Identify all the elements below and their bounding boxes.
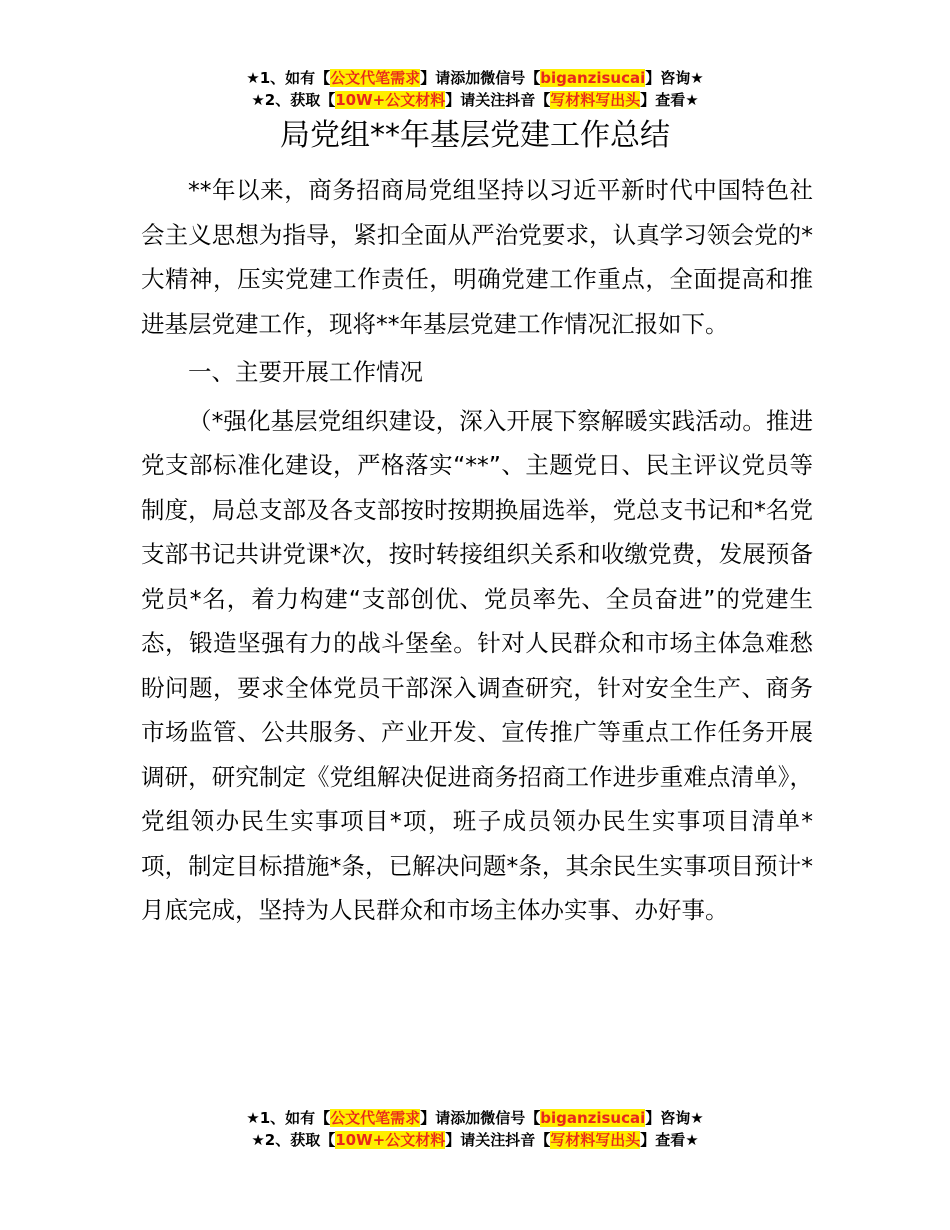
document-body [141,168,813,933]
section-paragraph: （*强化基层党组织建设，深入开展下察解暖实践活动。推进党支部标准化建设，严格落实“**”、主题党日、民主评议党员等制度，局总支部及各支部按时按期换届选举，党总支书记和*名党支部书记共讲党课*次，按时转接组织关系和收缴党费，发展预备党员*名，着力构建“支部创优、党员率先、全员奋进”的党建生态，锻造坚强有力的战斗堡垒。针对人民群众和市场主体急难愁盼问题，要求全体党员干部深入调查研究，针对安全生产、商务市场监管、公共服务、产业开发、宣传推广等重点工作任务开展调研，研究制定《党组解决促进商务招商工作进步重难点清单》，党组领办民生实事项目*项，班子成员领办民生实事项目清单*项，制定目标措施*条，已解决问题*条，其余民生实事项目预计*月底完成，坚持为人民群众和市场主体办实事、办好事。 [141,406,813,924]
banner-highlight-douyin: 写材料写出头 [550,91,641,109]
banner-line-1: ★1、如有【公文代笔需求】请添加微信号【biganzisucai】咨询★ [246,1109,704,1127]
banner-line-1: ★1、如有【公文代笔需求】请添加微信号【biganzisucai】咨询★ [246,69,704,87]
banner-line-2: ★2、获取【10W+公文材料】请关注抖音【写材料写出头】查看★ [251,91,699,109]
header-banner [0,67,950,111]
banner-highlight-wechat-id: biganzisucai [540,69,646,87]
intro-paragraph: **年以来，商务招商局党组坚持以习近平新时代中国特色社会主义思想为指导，紧扣全面从严治党要求，认真学习领会党的*大精神，压实党建工作责任，明确党建工作重点，全面提高和推进基层党建工作，现将**年基层党建工作情况汇报如下。 [141,176,813,338]
banner-line-2: ★2、获取【10W+公文材料】请关注抖音【写材料写出头】查看★ [251,1131,699,1149]
footer-banner [0,1107,950,1151]
banner-highlight-service: 公文代笔需求 [330,1109,421,1127]
banner-highlight-douyin: 写材料写出头 [550,1131,641,1149]
banner-highlight-materials: 10W+公文材料 [335,1131,446,1149]
document-title: 局党组**年基层党建工作总结 [280,118,670,153]
section-heading: 一、主要开展工作情况 [188,358,423,386]
banner-highlight-service: 公文代笔需求 [330,69,421,87]
banner-highlight-wechat-id: biganzisucai [540,1109,646,1127]
banner-highlight-materials: 10W+公文材料 [335,91,446,109]
